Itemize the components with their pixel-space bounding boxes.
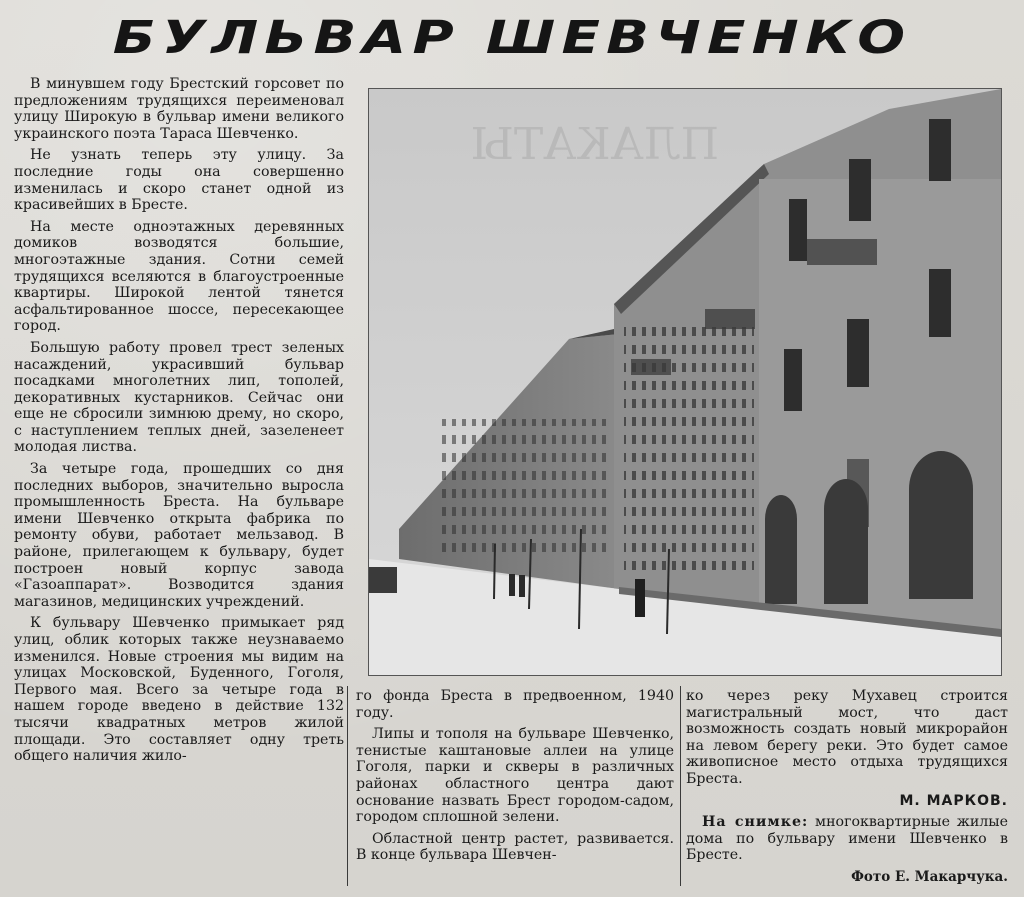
photo-credit: Фото Е. Макарчука. [851,868,1008,885]
caption-text: многоквартирные жилые дома по бульвару имени Шевченко в Бресте. [686,814,1008,864]
article-column-1 [14,76,344,770]
paragraph: го фонда Бреста в предвоенном, 1940 году. [356,688,674,721]
svg-text:ПЛАКАТЫ: ПЛАКАТЫ [470,119,719,170]
paragraph: Липы и тополя на бульваре Шевченко, тенистые каштановые аллеи на улице Гоголя, парки и скверы в различных районах областного центра дают основание назвать Брест городом-садом, городом сплошной зелени. [356,726,674,826]
paragraph: ко через реку Мухавец строится магистральный мост, что даст возможность создать новый микрорайон на левом берегу реки. Это будет самое живописное место отдыха трудящихся Бреста. [686,688,1008,787]
author-signature: М. МАРКОВ. [899,792,1008,809]
column-rule [347,686,348,886]
article-column-3 [686,688,1008,891]
paragraph: Областной центр растет, развивается. В конце бульвара Шевчен- [356,830,674,864]
headline: БУЛЬВАР ШЕВЧЕНКО [112,11,912,64]
photo-caption [686,814,1008,864]
paragraph: Большую работу провел трест зеленых насаждений, украсивший бульвар посадками многолетних лип, тополей, декоративных кустарников. Сейчас они еще не сбросили зимнюю дрему, но скоро, с наступлением теплых дней, зазеленеет молодая листва. [14,339,344,456]
paragraph: За четыре года, прошедших со дня последних выборов, значительно выросла промышленность Бреста. На бульваре имени Шевченко открыта фабрика по ремонту обуви, работает мельзавод. В районе, прилегающем к бульвару, будет построен новый корпус завода «Газоаппарат». Возводится здания магазинов, медицинских учреждений. [14,461,344,610]
paragraph: На месте одноэтажных деревянных домиков возводятся большие, многоэтажные здания. Сотни семей трудящихся вселяются в благоустроенные квартиры. Широкой лентой тянется асфальтированное шоссе, пересекающее город. [14,218,344,335]
paragraph: К бульвару Шевченко примыкает ряд улиц, облик которых также неузнаваемо изменился. Новые строения мы видим на улицах Московской, Буденного, Гоголя, Первого мая. Всего за четыре года в нашем городе введено в действие 132 тысячи квадратных метров жилой площади. Это составляет одну треть общего наличия жило- [14,615,344,765]
paragraph: В минувшем году Брестский горсовет по предложениям трудящихся переименовал улицу Широкую в бульвар имени великого украинского поэта Тараса Шевченко. [14,76,344,142]
paragraph: Не узнать теперь эту улицу. За последние годы она совершенно изменилась и скоро станет одной из красивейших в Бресте. [14,147,344,214]
street-photo [368,88,1002,676]
article-column-2 [356,688,674,869]
caption-label: На снимке: [702,814,809,831]
column-rule [680,686,681,886]
